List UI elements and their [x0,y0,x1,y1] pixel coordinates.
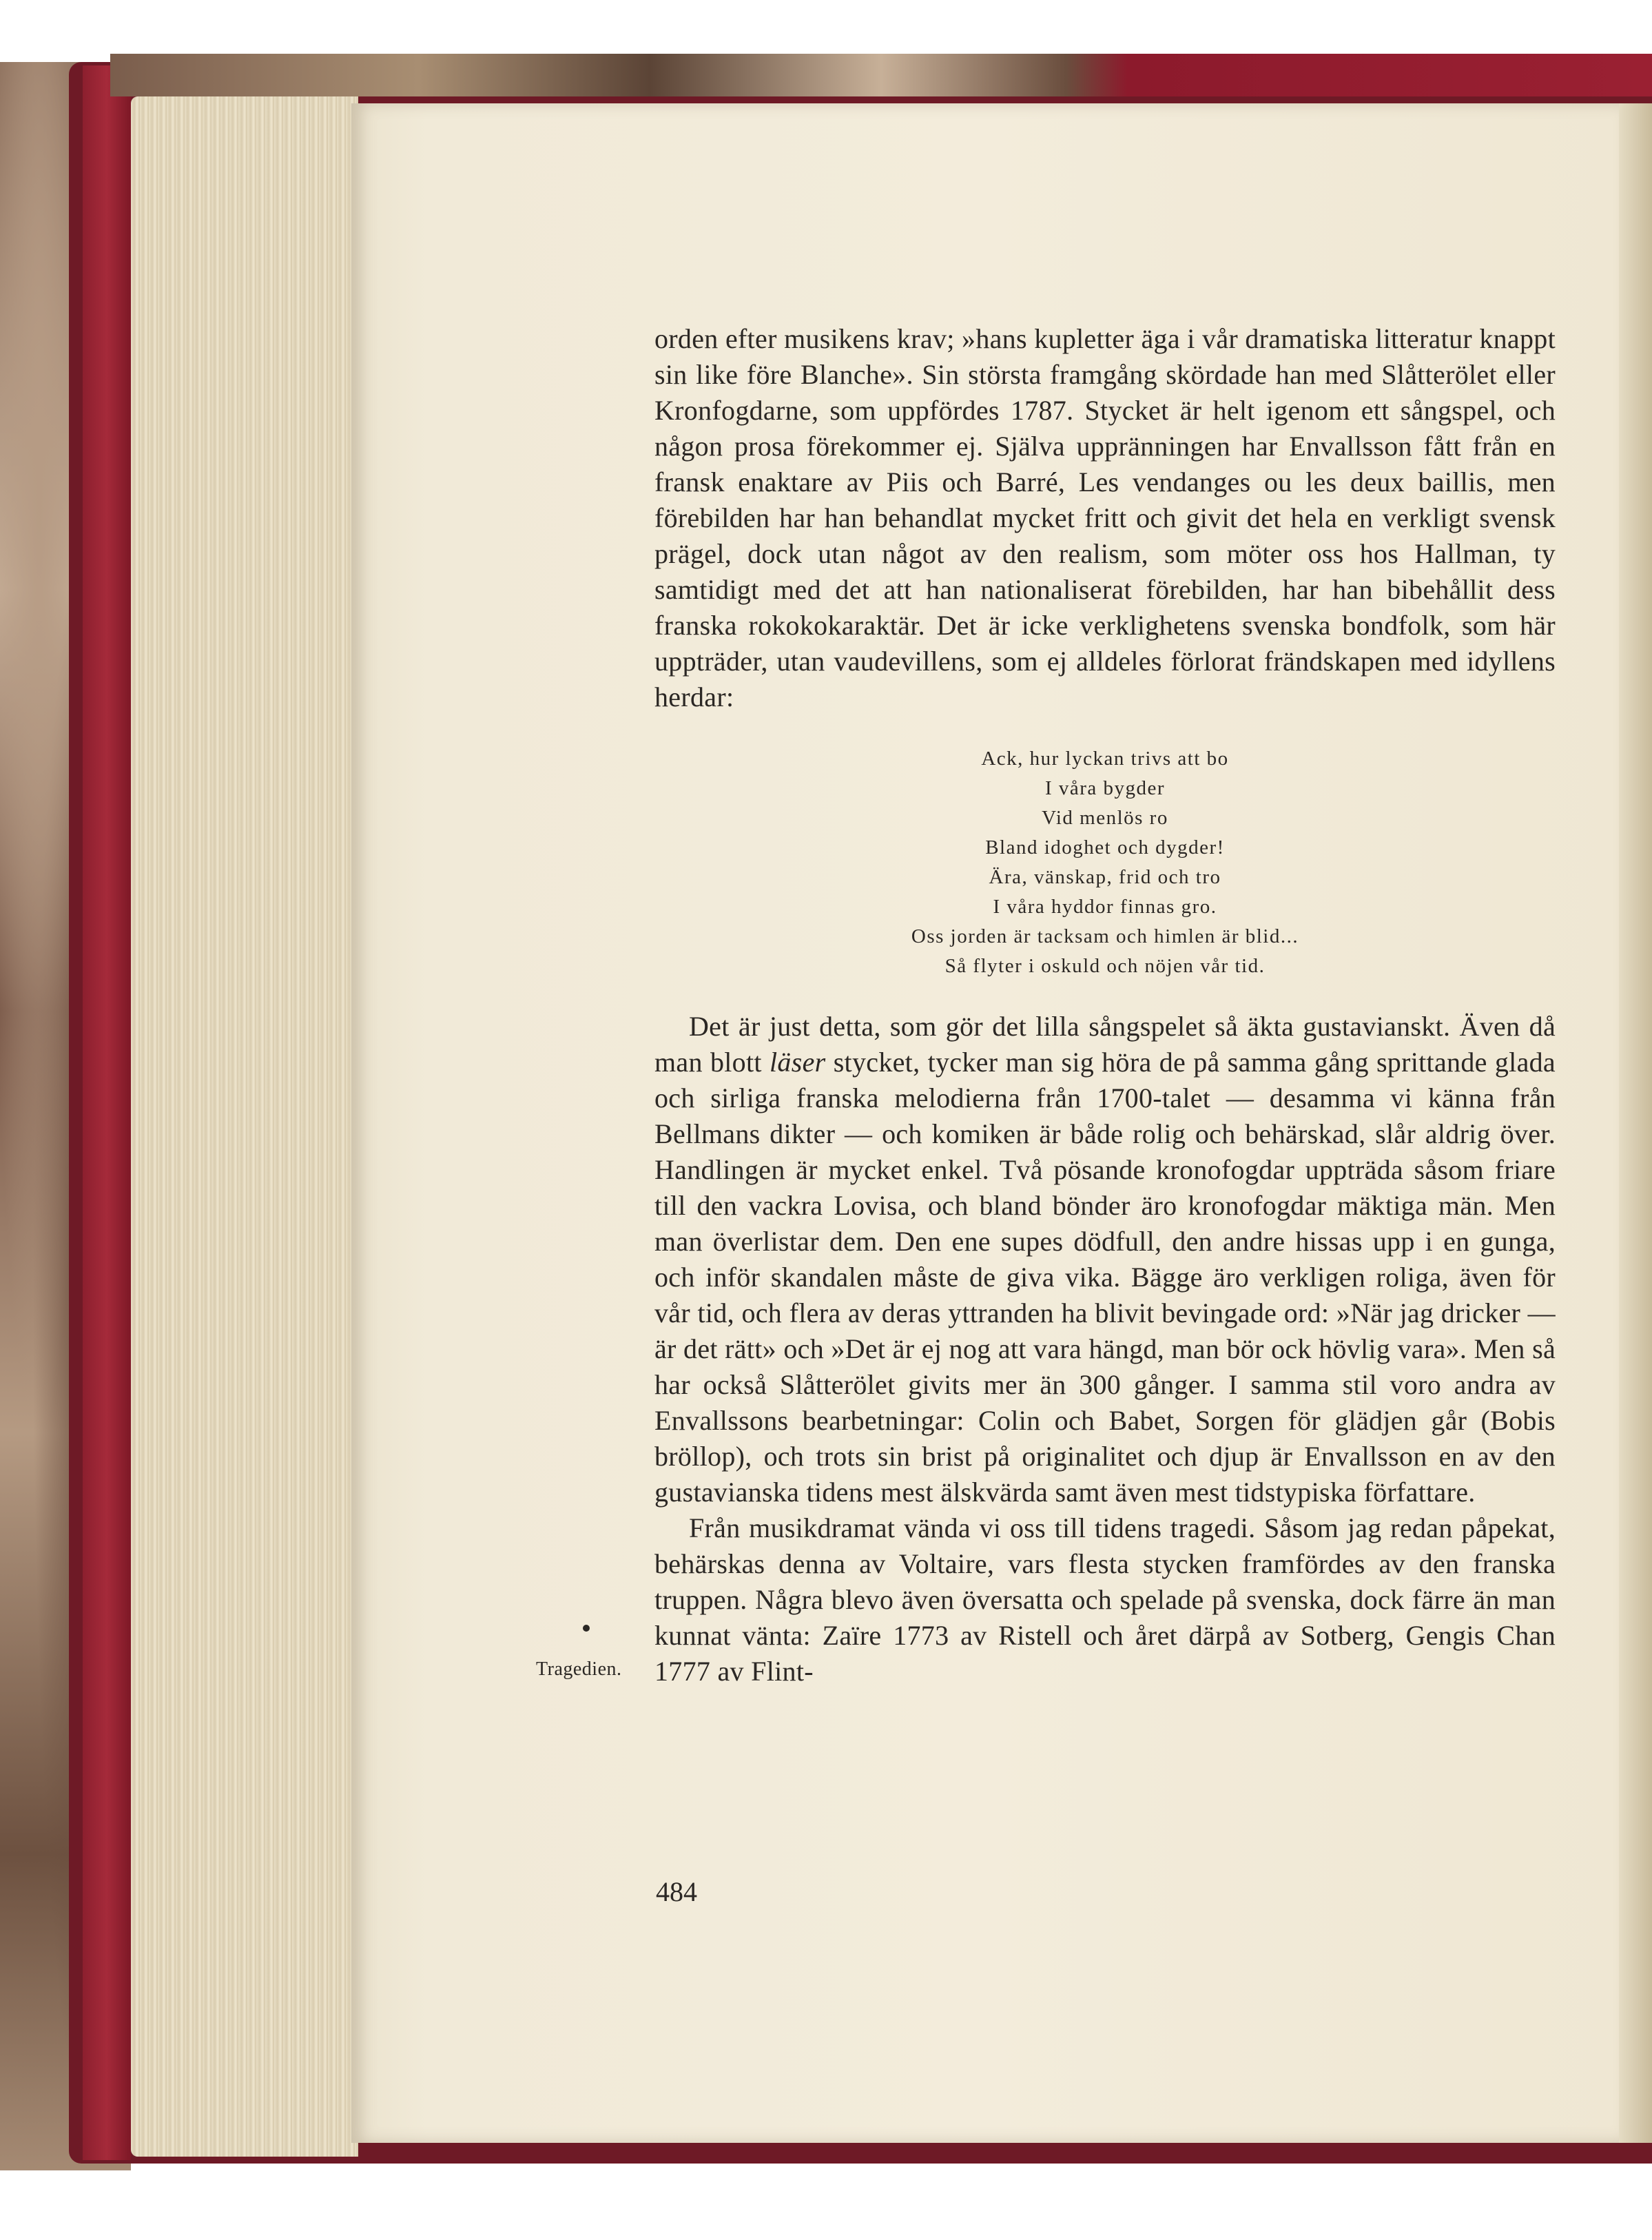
leather-spine [83,65,131,2160]
poem-line: I våra bygder [1044,777,1166,799]
paragraph-2 [654,1009,1556,1510]
page-number: 484 [656,1876,697,1907]
page-fold-edge [1619,103,1652,2143]
marginal-note: Tragedien. [536,1658,622,1680]
poem-line: Bland idoghet och dygder! [985,836,1225,859]
poem-line: Oss jorden är tacksam och himlen är blid... [911,925,1299,947]
paragraph-2-start: Det är just detta, som gör det lilla sångspelet så äkta gustavianskt. Även då man blott [654,1011,1556,1078]
page-edges [131,96,358,2157]
paragraph-2-rest: stycket, tycker man sig höra de på samma gång sprittande glada och sirliga franska melodierna från 1700-talet — desamma vi känna från Bellmans dikter — och komiken är både rolig och behärskad, slår aldrig över. Handlingen är mycket enkel. Två pösande kronofogdar uppträda såsom friare till den vackra Lovisa, och bland bönder äro kronofogdar mäktiga män. Men man överlistar dem. Den ene supes dödfull, den andre hissas upp i en gunga, och inför skandalen måste de giva vika. Bägge äro verkligen roliga, även för vår tid, och flera av deras yttranden ha blivit bevingade ord: »När jag dricker — är det rätt» och »Det är ej nog att vara hängd, man bör ock hövlig vara». Men så har också Slåtterölet givits mer än 300 gånger. I samma stil voro andra av Envallssons bearbetningar: Colin och Babet, Sorgen för glädjen går (Bobis bröllop), och trots sin brist på originalitet och djup är Envallsson en av den gustavianska tidens mest älskvärda samt även mest tidstypiska författare. [654,1047,1556,1508]
poem-quote [654,744,1556,981]
margin-dot [583,1625,590,1632]
poem-line: I våra hyddor finnas gro. [993,896,1217,918]
poem-line: Ack, hur lyckan trivs att bo [981,748,1229,770]
paragraph-2-italic: läser [770,1047,826,1078]
paragraph-3: Från musikdramat vända vi oss till tidens tragedi. Såsom jag redan påpekat, behärskas denna av Voltaire, vars flesta stycken framfördes av den franska truppen. Några blevo även översatta och spelade på svenska, dock färre än man kunnat vänta: Zaïre 1773 av Ristell och året därpå av Sotberg, Gengis Chan 1777 av Flint- [654,1512,1556,1687]
poem-line: Ära, vänskap, frid och tro [989,866,1221,888]
book-top-edge [110,54,1652,96]
page-body [654,321,1556,1689]
poem-line: Vid menlös ro [1042,807,1168,829]
paragraph-1: orden efter musikens krav; »hans kupletter äga i vår dramatiska litteratur knappt sin like före Blanche». Sin största framgång skördade han med Slåtterölet eller Kronfogdarne, som uppfördes 1787. Stycket är helt igenom ett sångspel, och någon prosa förekommer ej. Själva uppränningen har Envallsson fått från en fransk enaktare av Piis och Barré, Les vendanges ou les deux baillis, men förebilden har han behandlat mycket fritt och givit det hela en verkligt svensk prägel, dock utan något av den realism, som möter oss hos Hallman, ty samtidigt med det att han nationaliserat förebilden, har han bibehållit dess franska rokokokaraktär. Det är icke verklighetens svenska bondfolk, som här uppträder, utan vaudevillens, som ej alldeles förlorat frändskapen med idyllens herdar: [654,323,1556,712]
poem-line: Så flyter i oskuld och nöjen vår tid. [944,955,1266,977]
